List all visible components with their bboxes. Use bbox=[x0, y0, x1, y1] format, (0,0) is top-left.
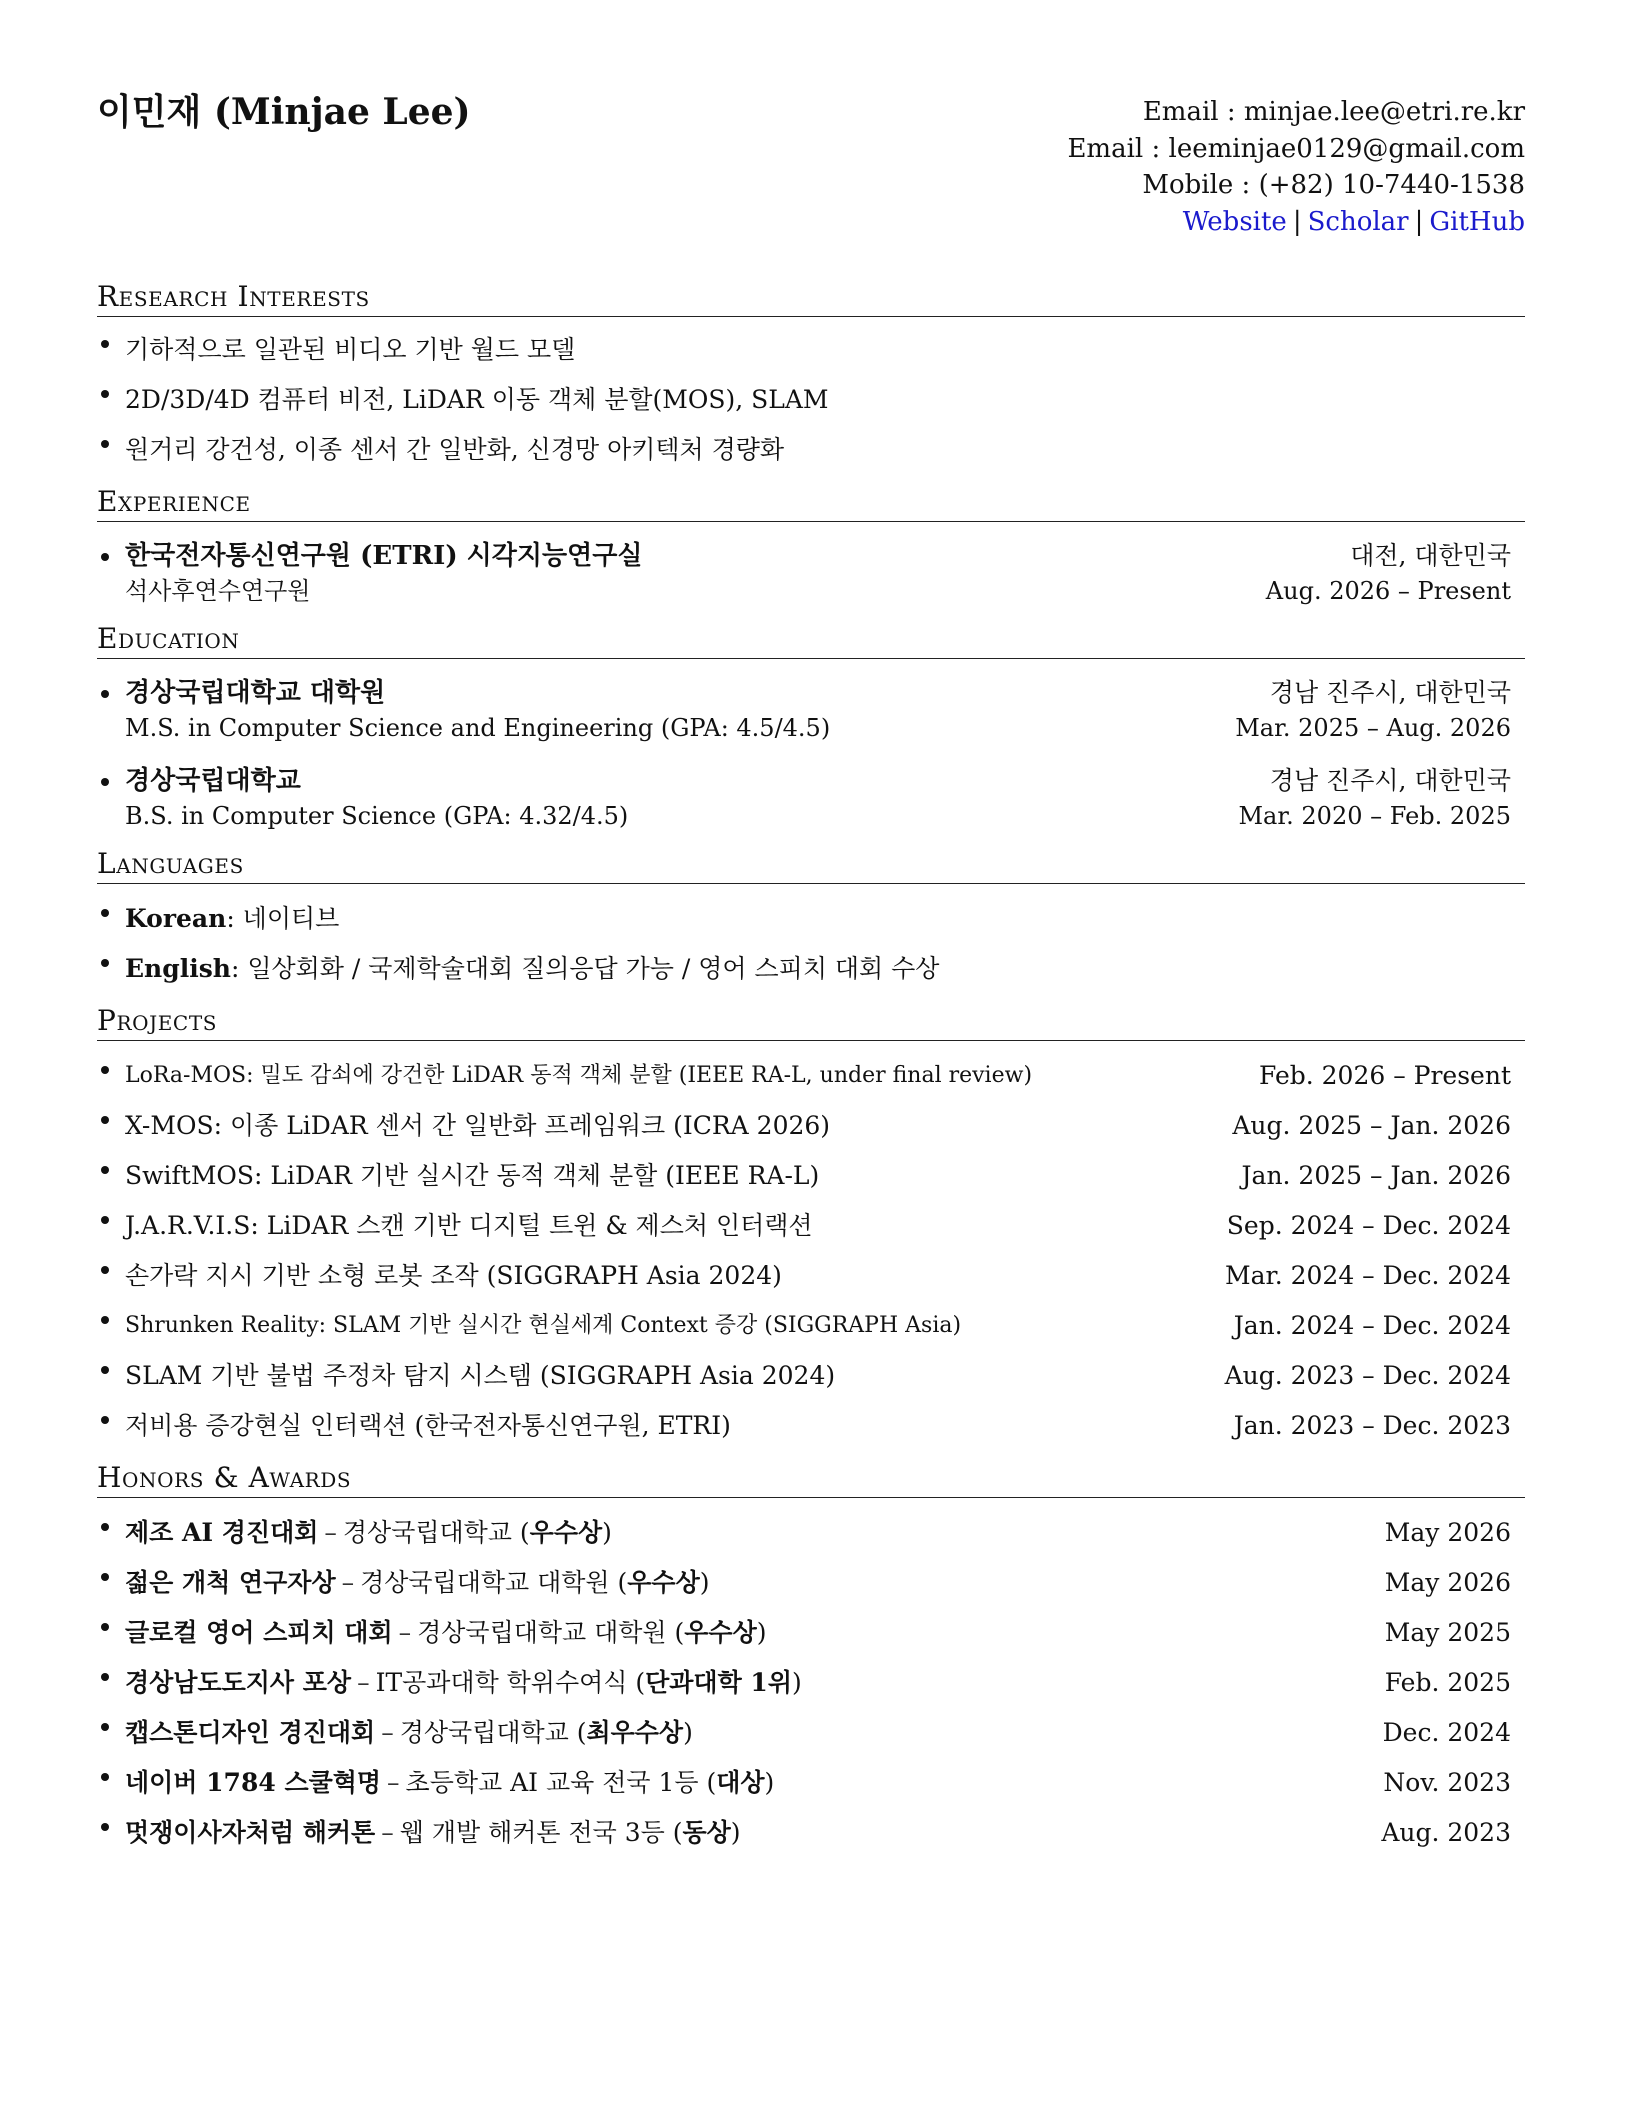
award-close: ) bbox=[791, 1668, 802, 1697]
research-item: 원거리 강건성, 이종 센서 간 일반화, 신경망 아키텍처 경량화 bbox=[97, 425, 1525, 475]
project-item bbox=[97, 1251, 1525, 1301]
project-item bbox=[97, 1151, 1525, 1201]
award-dash: – bbox=[357, 1668, 370, 1697]
email-work: Email : minjae.lee@etri.re.kr bbox=[1142, 97, 1525, 127]
project-title: SwiftMOS: LiDAR 기반 실시간 동적 객체 분할 (IEEE RA-L) bbox=[125, 1161, 820, 1190]
project-dates: Mar. 2024 – Dec. 2024 bbox=[1225, 1261, 1511, 1290]
award-date: May 2026 bbox=[1384, 1518, 1511, 1547]
education-entry bbox=[97, 763, 1525, 833]
project-dates: Feb. 2026 – Present bbox=[1258, 1061, 1511, 1090]
award-org: 경상국립대학교 대학원 ( bbox=[417, 1618, 685, 1647]
honor-item bbox=[97, 1708, 1525, 1758]
honors-list bbox=[97, 1508, 1525, 1858]
award-prize: 우수상 bbox=[627, 1568, 700, 1597]
research-item: 2D/3D/4D 컴퓨터 비전, LiDAR 이동 객체 분할(MOS), SLAM bbox=[97, 375, 1525, 425]
contact-block bbox=[1067, 94, 1525, 240]
project-list bbox=[97, 1051, 1525, 1451]
scholar-link[interactable]: Scholar bbox=[1307, 206, 1409, 237]
award-name: 경상남도도지사 포상 bbox=[125, 1668, 352, 1697]
project-dates: Jan. 2024 – Dec. 2024 bbox=[1233, 1311, 1511, 1340]
award-name: 네이버 1784 스쿨혁명 bbox=[125, 1768, 382, 1797]
honor-item bbox=[97, 1508, 1525, 1558]
experience-org: 한국전자통신연구원 (ETRI) 시각지능연구실 bbox=[125, 541, 643, 571]
section-title-experience: Experience bbox=[97, 485, 1525, 522]
language-name: English bbox=[125, 954, 231, 983]
award-date: Dec. 2024 bbox=[1382, 1718, 1511, 1747]
link-separator: | bbox=[1292, 206, 1302, 237]
award-name: 캡스톤디자인 경진대회 bbox=[125, 1718, 376, 1747]
project-title: SLAM 기반 불법 주정차 탐지 시스템 (SIGGRAPH Asia 2024) bbox=[125, 1361, 836, 1390]
full-name: 이민재 (Minjae Lee) bbox=[97, 91, 471, 133]
email-personal: Email : leeminjae0129@gmail.com bbox=[1067, 133, 1525, 164]
award-close: ) bbox=[764, 1768, 775, 1797]
award-name: 제조 AI 경진대회 bbox=[125, 1518, 319, 1547]
education-entry bbox=[97, 675, 1525, 745]
award-name: 글로컬 영어 스피치 대회 bbox=[125, 1618, 393, 1647]
section-title-languages: Languages bbox=[97, 847, 1525, 884]
award-date: May 2026 bbox=[1384, 1568, 1511, 1597]
award-dash: – bbox=[341, 1568, 355, 1597]
experience-dates: Aug. 2026 – Present bbox=[1265, 577, 1511, 605]
award-dash: – bbox=[324, 1518, 337, 1547]
header bbox=[97, 90, 1525, 280]
research-list bbox=[97, 325, 1525, 475]
experience-role: 석사후연수연구원 bbox=[125, 577, 311, 605]
project-item bbox=[97, 1101, 1525, 1151]
education-location: 경남 진주시, 대한민국 bbox=[1269, 766, 1511, 795]
award-date: Feb. 2025 bbox=[1384, 1668, 1511, 1697]
award-name: 젊은 개척 연구자상 bbox=[125, 1568, 336, 1597]
project-dates: Aug. 2023 – Dec. 2024 bbox=[1224, 1361, 1511, 1390]
award-org: 경상국립대학교 대학원 ( bbox=[360, 1568, 628, 1597]
project-title: Shrunken Reality: SLAM 기반 실시간 현실세계 Context 증강 (SIGGRAPH Asia) bbox=[125, 1313, 962, 1338]
award-close: ) bbox=[756, 1618, 767, 1647]
github-link[interactable]: GitHub bbox=[1429, 206, 1525, 237]
project-title: LoRa-MOS: 밀도 감쇠에 강건한 LiDAR 동적 객체 분할 (IEEE RA-L, under final review) bbox=[125, 1063, 1033, 1088]
education-degree: B.S. in Computer Science (GPA: 4.32/4.5) bbox=[125, 802, 629, 830]
education-dates: Mar. 2025 – Aug. 2026 bbox=[1235, 714, 1511, 742]
education-location: 경남 진주시, 대한민국 bbox=[1269, 678, 1511, 707]
education-list bbox=[97, 675, 1525, 833]
project-item bbox=[97, 1051, 1525, 1101]
award-name: 멋쟁이사자처럼 해커톤 bbox=[125, 1818, 376, 1847]
language-desc: : 네이티브 bbox=[226, 904, 340, 933]
section-title-honors: Honors & Awards bbox=[97, 1461, 1525, 1498]
award-org: 경상국립대학교 ( bbox=[342, 1518, 530, 1547]
project-dates: Aug. 2025 – Jan. 2026 bbox=[1232, 1111, 1511, 1140]
language-list bbox=[97, 894, 1525, 994]
link-separator: | bbox=[1414, 206, 1424, 237]
award-prize: 우수상 bbox=[529, 1518, 603, 1547]
award-date: Aug. 2023 bbox=[1381, 1818, 1511, 1847]
project-dates: Sep. 2024 – Dec. 2024 bbox=[1226, 1211, 1511, 1240]
language-name: Korean bbox=[125, 904, 227, 933]
honor-item bbox=[97, 1658, 1525, 1708]
profile-links bbox=[1067, 204, 1525, 241]
award-dash: – bbox=[381, 1718, 394, 1747]
mobile-number: Mobile : (+82) 10-7440-1538 bbox=[1142, 170, 1525, 200]
award-close: ) bbox=[683, 1718, 693, 1747]
project-title: J.A.R.V.I.S: LiDAR 스캔 기반 디지털 트윈 & 제스처 인터랙션 bbox=[125, 1211, 813, 1240]
award-prize: 단과대학 1위 bbox=[645, 1668, 792, 1697]
research-item: 기하적으로 일관된 비디오 기반 월드 모델 bbox=[97, 325, 1525, 375]
honor-item bbox=[97, 1808, 1525, 1858]
project-item bbox=[97, 1301, 1525, 1351]
project-item bbox=[97, 1351, 1525, 1401]
project-title: 손가락 지시 기반 소형 로봇 조작 (SIGGRAPH Asia 2024) bbox=[125, 1261, 782, 1290]
award-dash: – bbox=[398, 1618, 412, 1647]
project-item bbox=[97, 1201, 1525, 1251]
award-org: 초등학교 AI 교육 전국 1등 ( bbox=[405, 1768, 717, 1797]
award-close: ) bbox=[699, 1568, 710, 1597]
award-dash: – bbox=[387, 1768, 400, 1797]
award-org: IT공과대학 학위수여식 ( bbox=[375, 1668, 646, 1697]
experience-list bbox=[97, 538, 1525, 608]
section-title-research: Research Interests bbox=[97, 280, 1525, 317]
experience-entry bbox=[97, 538, 1525, 608]
project-dates: Jan. 2025 – Jan. 2026 bbox=[1241, 1161, 1511, 1190]
website-link[interactable]: Website bbox=[1182, 206, 1287, 237]
award-org: 경상국립대학교 ( bbox=[399, 1718, 587, 1747]
award-prize: 동상 bbox=[682, 1818, 731, 1847]
experience-location: 대전, 대한민국 bbox=[1350, 541, 1511, 570]
honor-item bbox=[97, 1558, 1525, 1608]
language-desc: : 일상회화 / 국제학술대회 질의응답 가능 / 영어 스피치 대회 수상 bbox=[230, 954, 940, 983]
award-prize: 우수상 bbox=[684, 1618, 757, 1647]
education-dates: Mar. 2020 – Feb. 2025 bbox=[1238, 802, 1511, 830]
section-title-education: Education bbox=[97, 622, 1525, 659]
section-title-projects: Projects bbox=[97, 1004, 1525, 1041]
project-title: 저비용 증강현실 인터랙션 (한국전자통신연구원, ETRI) bbox=[125, 1411, 731, 1440]
award-dash: – bbox=[381, 1818, 394, 1847]
award-org: 웹 개발 해커톤 전국 3등 ( bbox=[399, 1818, 683, 1847]
resume-page bbox=[97, 90, 1525, 1858]
project-dates: Jan. 2023 – Dec. 2023 bbox=[1233, 1411, 1511, 1440]
honor-item bbox=[97, 1758, 1525, 1808]
award-date: Nov. 2023 bbox=[1383, 1768, 1511, 1797]
award-close: ) bbox=[602, 1518, 612, 1547]
education-school: 경상국립대학교 bbox=[125, 766, 301, 796]
award-date: May 2025 bbox=[1384, 1618, 1511, 1647]
education-degree: M.S. in Computer Science and Engineering (GPA: 4.5/4.5) bbox=[125, 714, 831, 742]
project-title: X-MOS: 이종 LiDAR 센서 간 일반화 프레임워크 (ICRA 2026) bbox=[125, 1111, 831, 1140]
award-close: ) bbox=[730, 1818, 741, 1847]
language-item bbox=[97, 944, 1525, 994]
honor-item bbox=[97, 1608, 1525, 1658]
language-item bbox=[97, 894, 1525, 944]
project-item bbox=[97, 1401, 1525, 1451]
award-prize: 대상 bbox=[716, 1768, 765, 1797]
award-prize: 최우수상 bbox=[586, 1718, 684, 1747]
education-school: 경상국립대학교 대학원 bbox=[125, 678, 386, 708]
